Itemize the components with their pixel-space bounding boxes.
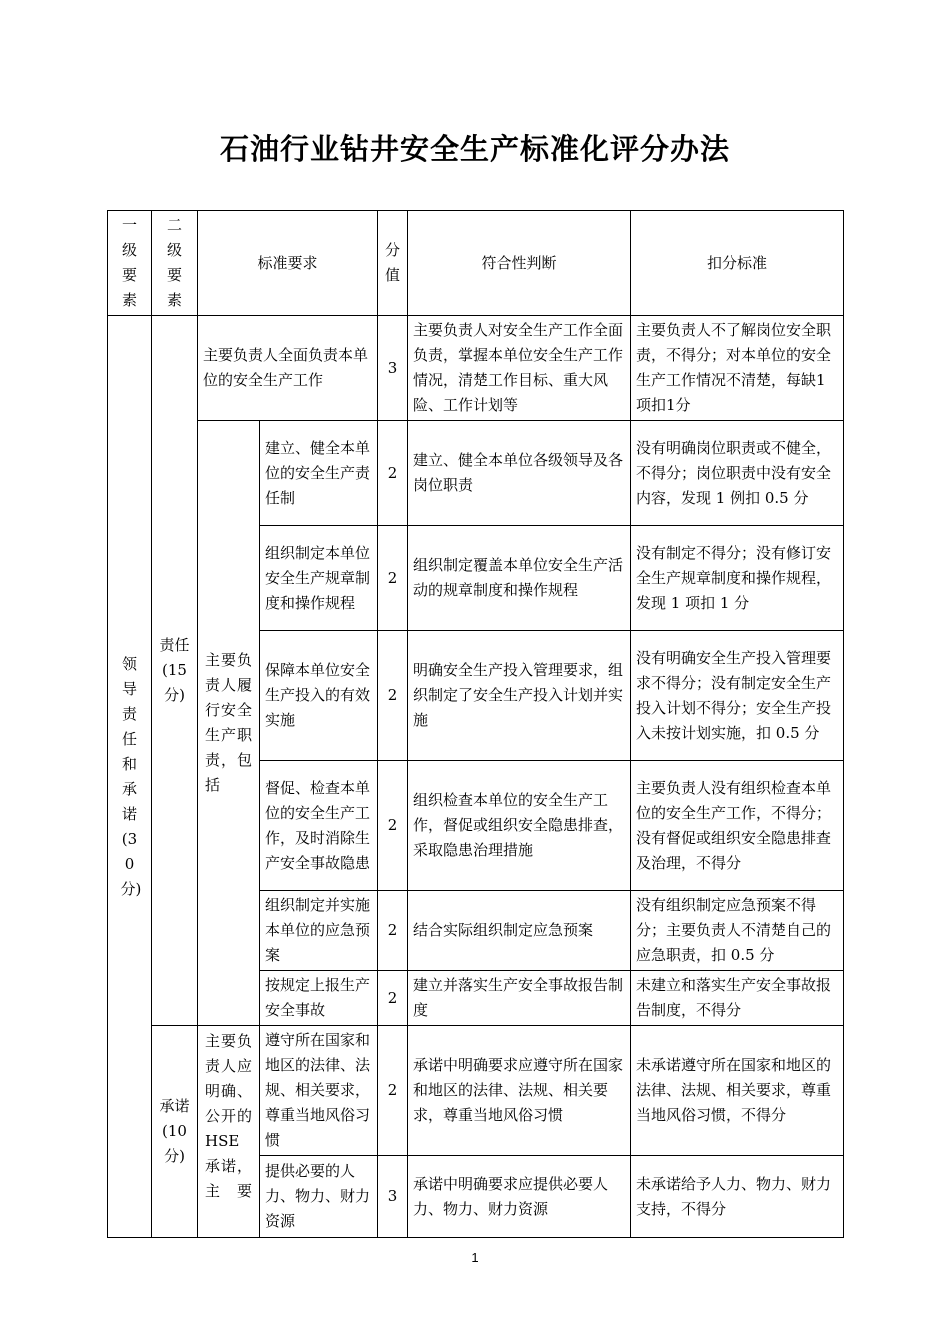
- deduction-cell: 没有明确岗位职责或不健全，不得分；岗位职责中没有安全内容，发现 1 例扣 0.5 分: [631, 421, 844, 526]
- deduction-cell: 未建立和落实生产安全事故报告制度，不得分: [631, 971, 844, 1026]
- table-row: [108, 316, 844, 421]
- compliance-cell: 明确安全生产投入管理要求，组织制定了安全生产投入计划并实施: [408, 631, 631, 761]
- responsibility-label-cell: 责任(15分): [152, 316, 198, 1026]
- commitment-sub-label-cell: 主要负责人应明确、公开的HSE承诺，主要: [198, 1026, 260, 1238]
- header-deduction: 扣分标准: [631, 211, 844, 316]
- score-cell: 2: [378, 891, 408, 971]
- deduction-text: 主要负责人没有组织检查本单位的安全生产工作，不得分；: [636, 778, 832, 822]
- standard-cell: 保障本单位安全生产投入的有效实施: [260, 631, 378, 761]
- standard-cell: 督促、检查本单位的安全生产工作，及时消除生产安全事故隐患: [260, 761, 378, 891]
- score-cell: 3: [378, 316, 408, 421]
- commitment-label-cell: 承诺(10分): [152, 1026, 198, 1238]
- header-level2: 二级要素: [152, 211, 198, 316]
- standard-cell: 提供必要的人力、物力、财力资源: [260, 1156, 378, 1238]
- compliance-cell: 建立、健全本单位各级领导及各岗位职责: [408, 421, 631, 526]
- deduction-cell: 主要负责人不了解岗位安全职责，不得分；对本单位的安全生产工作情况不清楚，每缺1项扣1分: [631, 316, 844, 421]
- header-score: 分值: [378, 211, 408, 316]
- standard-cell: 遵守所在国家和地区的法律、法规、相关要求，尊重当地风俗习惯: [260, 1026, 378, 1156]
- header-compliance: 符合性判断: [408, 211, 631, 316]
- score-cell: 3: [378, 1156, 408, 1238]
- compliance-cell: 组织检查本单位的安全生产工作，督促或组织安全隐患排查，采取隐患治理措施: [408, 761, 631, 891]
- level1-element-cell: 领导责任和承诺(30分): [108, 316, 152, 1238]
- table-row: [108, 1026, 844, 1156]
- deduction-cell: 没有制定不得分；没有修订安全生产规章制度和操作规程，发现 1 项扣 1 分: [631, 526, 844, 631]
- deduction-text: 没有督促或组织安全隐患排查及治理，不得分: [636, 828, 832, 872]
- compliance-cell: 建立并落实生产安全事故报告制度: [408, 971, 631, 1026]
- score-cell: 2: [378, 421, 408, 526]
- header-level1: 一级要素: [108, 211, 152, 316]
- deduction-cell: [631, 761, 844, 891]
- deduction-cell: 没有明确安全生产投入管理要求不得分；没有制定安全生产投入计划不得分；安全生产投入未按计划实施，扣 0.5 分: [631, 631, 844, 761]
- scoring-table: [107, 210, 844, 1238]
- header-row: [108, 211, 844, 316]
- standard-cell: 按规定上报生产安全事故: [260, 971, 378, 1026]
- responsibility-sub-label-cell: 主要负责人履行安全生产职责，包括: [198, 421, 260, 1026]
- deduction-cell: 未承诺遵守所在国家和地区的法律、法规、相关要求，尊重当地风俗习惯，不得分: [631, 1026, 844, 1156]
- page-number: 1: [471, 1250, 479, 1265]
- compliance-cell: 组织制定覆盖本单位安全生产活动的规章制度和操作规程: [408, 526, 631, 631]
- page-title: 石油行业钻井安全生产标准化评分办法: [219, 132, 730, 166]
- standard-cell: 建立、健全本单位的安全生产责任制: [260, 421, 378, 526]
- score-cell: 2: [378, 1026, 408, 1156]
- standard-cell: 组织制定并实施本单位的应急预案: [260, 891, 378, 971]
- compliance-cell: 主要负责人对安全生产工作全面负责，掌握本单位安全生产工作情况，清楚工作目标、重大风险、工作计划等: [408, 316, 631, 421]
- compliance-cell: 承诺中明确要求应遵守所在国家和地区的法律、法规、相关要求，尊重当地风俗习惯: [408, 1026, 631, 1156]
- standard-cell: 组织制定本单位安全生产规章制度和操作规程: [260, 526, 378, 631]
- score-cell: 2: [378, 526, 408, 631]
- score-cell: 2: [378, 971, 408, 1026]
- score-cell: 2: [378, 761, 408, 891]
- standard-cell: 主要负责人全面负责本单位的安全生产工作: [198, 316, 378, 421]
- compliance-cell: 结合实际组织制定应急预案: [408, 891, 631, 971]
- deduction-cell: 没有组织制定应急预案不得分；主要负责人不清楚自己的应急职责，扣 0.5 分: [631, 891, 844, 971]
- table-right-border: [843, 210, 844, 1237]
- deduction-cell: 未承诺给予人力、物力、财力支持，不得分: [631, 1156, 844, 1238]
- score-cell: 2: [378, 631, 408, 761]
- compliance-cell: 承诺中明确要求应提供必要人力、物力、财力资源: [408, 1156, 631, 1238]
- header-standard: 标准要求: [198, 211, 378, 316]
- table-row: [108, 421, 844, 526]
